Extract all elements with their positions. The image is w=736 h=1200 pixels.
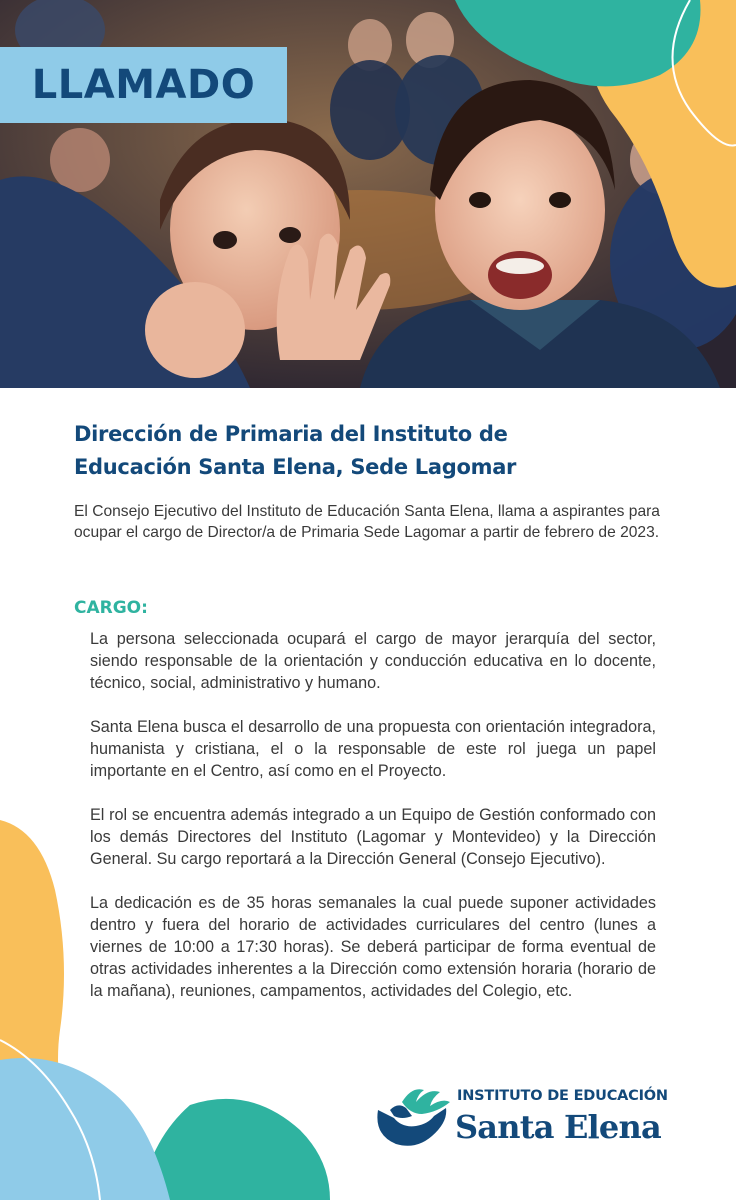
announcement-content (0, 388, 736, 1200)
header-photo (0, 0, 736, 388)
cargo-paragraph: La dedicación es de 35 horas semanales la cual puede suponer actividades dentro y fuera del horario de actividades curriculares del centro (lunes a viernes de 10:00 a 17:30 horas). Se deberá participar de forma eventual de otras actividades inherentes a la Dirección como extensión horaria (horario de la mañana), reuniones, campamentos, actividades del Colegio, etc. (90, 894, 656, 1000)
hands-logo-icon (372, 1080, 452, 1150)
logo-line-2: Santa Elena (455, 1108, 661, 1146)
section-heading-cargo: CARGO: (74, 598, 148, 618)
cargo-paragraph: La persona seleccionada ocupará el cargo de mayor jerarquía del sector, siendo responsable de la orientación y conducción educativa en lo docente, técnico, social, administrativo y humano. (90, 630, 656, 692)
title-line-1: Dirección de Primaria del Instituto de (74, 422, 508, 446)
logo-line-1: INSTITUTO DE EDUCACIÓN (457, 1088, 668, 1104)
cargo-description (90, 628, 656, 1024)
title-line-2: Educación Santa Elena, Sede Lagomar (74, 455, 517, 479)
llamado-label: LLAMADO (31, 62, 256, 108)
institute-logo (372, 1080, 672, 1150)
intro-paragraph: El Consejo Ejecutivo del Instituto de Educación Santa Elena, llama a aspirantes para ocupar el cargo de Director/a de Primaria Sede Lagomar a partir de febrero de 2023. (74, 503, 660, 541)
cargo-paragraph: El rol se encuentra además integrado a un Equipo de Gestión conformado con los demás Directores del Instituto (Lagomar y Montevideo) y la Dirección General. Su cargo reportará a la Dirección General (Consejo Ejecutivo). (90, 806, 656, 868)
page-title (74, 418, 634, 484)
cargo-paragraph: Santa Elena busca el desarrollo de una propuesta con orientación integradora, humanista y cristiana, el o la responsable de este rol juega un papel importante en el Centro, así como en el Proyecto. (90, 718, 656, 780)
llamado-badge (0, 47, 287, 123)
